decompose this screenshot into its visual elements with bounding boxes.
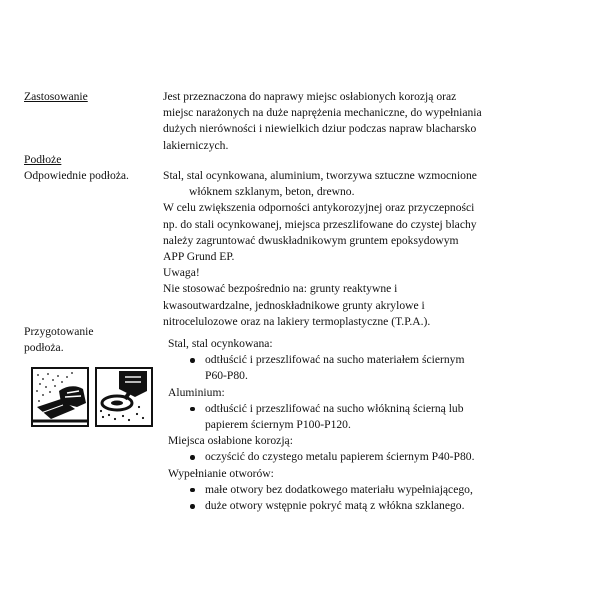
text-line: APP Grund EP. <box>163 250 235 264</box>
orbital-sander-icon <box>96 368 152 426</box>
text-line: należy zagruntować dwuskładnikowym gruntem epoksydowym <box>163 233 459 247</box>
bullet-text: odtłuścić i przeszlifować na sucho materiałem ściernym <box>205 353 465 367</box>
heading-podloze: Podłoże <box>24 153 62 166</box>
label-line: podłoża. <box>24 341 64 355</box>
bullet-dot-icon <box>190 455 195 460</box>
bullet-text-cont: P60-P80. <box>205 369 248 383</box>
group-title: Miejsca osłabione korozją: <box>168 434 293 448</box>
label-odpowiednie-podloza: Odpowiednie podłoża. <box>24 169 129 182</box>
bullet-item <box>168 498 588 514</box>
text-line: kwasoutwardzalne, jednoskładnikowe grunty akrylowe i <box>163 298 425 312</box>
group-title: Stal, stal ocynkowana: <box>168 337 273 350</box>
text-line: dużych nierówności i niewielkich dziur podczas napraw blacharsko <box>163 122 477 136</box>
bullet-text: odtłuścić i przeszlifować na sucho włókniną ścierną lub <box>205 401 464 415</box>
label-przygotowanie-podloza <box>24 324 164 356</box>
text-line: lakierniczych. <box>163 138 229 152</box>
preparation-icons <box>31 367 153 427</box>
bullet-dot-icon <box>190 488 195 493</box>
text-line: Uwaga! <box>163 266 200 280</box>
text-line: włóknem szklanym, beton, drewno. <box>189 185 355 199</box>
bullet-item <box>168 352 588 368</box>
bullet-text: małe otwory bez dodatkowego materiału wypełniającego, <box>205 482 473 496</box>
bullet-dot-icon <box>190 504 195 509</box>
bullet-item <box>168 401 588 417</box>
text-line: Stal, stal ocynkowana, aluminium, tworzywa sztuczne wzmocnione <box>163 169 477 182</box>
przygotowanie-text <box>168 336 588 514</box>
text-line: Nie stosować bezpośrednio na: grunty reaktywne i <box>163 282 398 296</box>
text-line: Jest przeznaczona do naprawy miejsc osłabionych korozją oraz <box>163 90 457 103</box>
group-title: Aluminium: <box>168 385 225 399</box>
zastosowanie-text <box>163 89 583 154</box>
podloze-text <box>163 168 583 330</box>
hand-sanding-icon <box>32 368 88 426</box>
text-line: np. do stali ocynkowanej, miejsca przeszlifowane do czystej blachy <box>163 217 477 231</box>
text-line: miejsc narażonych na duże naprężenia mechaniczne, do wypełniania <box>163 106 482 120</box>
bullet-dot-icon <box>190 358 195 363</box>
bullet-item <box>168 449 588 465</box>
text-line: nitrocelulozowe oraz na lakiery termoplastyczne (T.P.A.). <box>163 314 431 328</box>
bullet-text: oczyścić do czystego metalu papierem ściernym P40-P80. <box>205 450 475 464</box>
label-zastosowanie: Zastosowanie <box>24 90 88 103</box>
bullet-text-cont: papierem ściernym P100-P120. <box>205 418 351 432</box>
text-line: W celu zwiększenia odporności antykorozyjnej oraz przyczepności <box>163 201 475 215</box>
bullet-text: duże otwory wstępnie pokryć matą z włókna szklanego. <box>205 499 465 513</box>
group-title: Wypełnianie otworów: <box>168 466 274 480</box>
bullet-dot-icon <box>190 407 195 412</box>
bullet-item <box>168 482 588 498</box>
label-line: Przygotowanie <box>24 325 94 338</box>
